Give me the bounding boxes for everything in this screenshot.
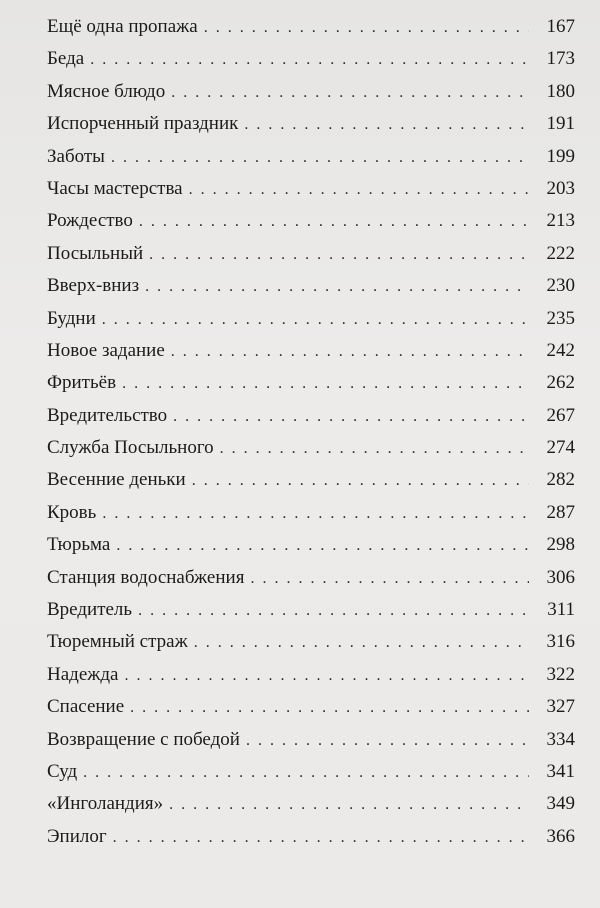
toc-entry — [47, 826, 575, 858]
toc-entry-title: Беда — [47, 48, 85, 70]
toc-entry — [47, 437, 575, 469]
toc-entry-title: Вверх-вниз — [47, 275, 140, 297]
toc-entry-title: Фритьёв — [47, 372, 117, 394]
toc-entry-page: 287 — [546, 501, 575, 523]
toc-entry — [47, 210, 575, 242]
toc-entry-title: Станция водоснабжения — [47, 566, 245, 588]
toc-leader-dots — [122, 375, 529, 393]
toc-entry — [47, 81, 575, 113]
toc-entry — [47, 405, 575, 437]
toc-entry — [47, 793, 575, 825]
toc-entry — [47, 631, 575, 663]
toc-leader-dots — [246, 732, 529, 750]
toc-leader-dots — [111, 149, 529, 167]
toc-leader-dots — [113, 829, 529, 847]
toc-entry-page: 203 — [546, 177, 575, 199]
toc-entry — [47, 599, 575, 631]
toc-entry-page: 298 — [546, 534, 575, 556]
toc-entry — [47, 502, 575, 534]
toc-leader-dots — [124, 667, 529, 685]
toc-entry-page: 235 — [546, 307, 575, 329]
toc-entry — [47, 469, 575, 501]
toc-entry-page: 366 — [546, 825, 575, 847]
toc-leader-dots — [192, 472, 529, 490]
toc-leader-dots — [169, 796, 529, 814]
toc-leader-dots — [149, 246, 529, 264]
toc-leader-dots — [171, 84, 529, 102]
toc-entry — [47, 16, 575, 48]
toc-leader-dots — [83, 764, 529, 782]
toc-entry-page: 306 — [546, 566, 575, 588]
toc-entry — [47, 372, 575, 404]
toc-entry-page: 213 — [546, 210, 575, 232]
toc-entry — [47, 567, 575, 599]
toc-entry-page: 267 — [546, 404, 575, 426]
toc-entry-page: 199 — [546, 145, 575, 167]
toc-entry-page: 230 — [546, 275, 575, 297]
toc-entry — [47, 48, 575, 80]
toc-entry-title: Часы мастерства — [47, 177, 183, 199]
toc-entry — [47, 308, 575, 340]
toc-entry-title: Возвращение с победой — [47, 728, 240, 750]
toc-leader-dots — [139, 213, 529, 231]
toc-leader-dots — [130, 699, 529, 717]
toc-entry-title: Рождество — [47, 210, 133, 232]
toc-entry-page: 282 — [546, 469, 575, 491]
toc-leader-dots — [138, 602, 529, 620]
toc-leader-dots — [102, 311, 529, 329]
toc-entry-title: Служба Посыльного — [47, 437, 214, 459]
toc-entry-page: 191 — [546, 113, 575, 135]
toc-entry — [47, 275, 575, 307]
toc-entry-page: 341 — [546, 760, 575, 782]
toc-leader-dots — [145, 278, 529, 296]
toc-entry-title: Кровь — [47, 501, 97, 523]
toc-entry-page: 327 — [546, 696, 575, 718]
toc-entry — [47, 243, 575, 275]
toc-entry-title: Тюремный страж — [47, 631, 188, 653]
toc-entry-page: 322 — [546, 663, 575, 685]
toc-entry-page: 334 — [546, 728, 575, 750]
toc-leader-dots — [189, 181, 529, 199]
toc-leader-dots — [194, 634, 529, 652]
toc-leader-dots — [244, 116, 529, 134]
toc-entry — [47, 146, 575, 178]
toc-entry-page: 311 — [547, 599, 575, 621]
toc-entry-page: 242 — [546, 339, 575, 361]
toc-leader-dots — [116, 537, 529, 555]
toc-entry-page: 349 — [546, 793, 575, 815]
toc-entry-title: Эпилог — [47, 825, 107, 847]
toc-entry-title: Будни — [47, 307, 96, 329]
toc-entry-page: 173 — [546, 48, 575, 70]
toc-leader-dots — [102, 505, 529, 523]
toc-entry-title: Спасение — [47, 696, 125, 718]
toc-entry — [47, 696, 575, 728]
toc-leader-dots — [173, 408, 529, 426]
toc-entry — [47, 729, 575, 761]
toc-entry-title: Вредитель — [47, 599, 133, 621]
table-of-contents — [47, 16, 575, 858]
toc-entry-title: Заботы — [47, 145, 105, 167]
toc-entry-title: Тюрьма — [47, 534, 111, 556]
toc-entry-page: 262 — [546, 372, 575, 394]
toc-entry-page: 316 — [546, 631, 575, 653]
toc-entry-page: 167 — [546, 16, 575, 37]
toc-entry — [47, 113, 575, 145]
toc-entry — [47, 761, 575, 793]
toc-entry — [47, 178, 575, 210]
toc-entry-title: Весенние деньки — [47, 469, 186, 491]
toc-entry-title: Новое задание — [47, 339, 165, 361]
toc-entry-title: Вредительство — [47, 404, 168, 426]
toc-entry — [47, 340, 575, 372]
toc-entry-title: «Инголандия» — [47, 793, 164, 815]
toc-entry — [47, 664, 575, 696]
toc-leader-dots — [220, 440, 529, 458]
toc-entry-title: Надежда — [47, 663, 119, 685]
toc-leader-dots — [250, 570, 529, 588]
toc-entry-title: Испорченный праздник — [47, 113, 239, 135]
toc-leader-dots — [171, 343, 529, 361]
toc-entry-title: Ещё одна пропажа — [47, 16, 198, 37]
toc-entry-page: 274 — [546, 437, 575, 459]
toc-entry-title: Посыльный — [47, 242, 144, 264]
toc-entry — [47, 534, 575, 566]
toc-entry-title: Мясное блюдо — [47, 80, 166, 102]
toc-entry-title: Суд — [47, 760, 78, 782]
toc-entry-page: 180 — [546, 80, 575, 102]
toc-leader-dots — [90, 51, 529, 69]
toc-entry-page: 222 — [546, 242, 575, 264]
toc-leader-dots — [204, 19, 529, 37]
